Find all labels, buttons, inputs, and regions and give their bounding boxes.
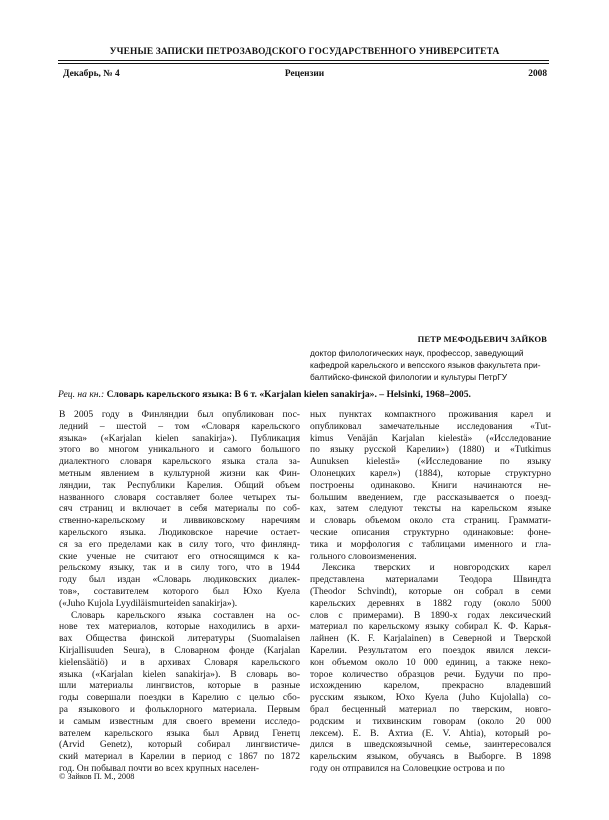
text-line: карельским языком, обучаясь в Выборге. В 1898 bbox=[310, 751, 551, 763]
section-label: Рецензии bbox=[284, 69, 325, 79]
journal-title: УЧЕНЫЕ ЗАПИСКИ ПЕТРОЗАВОДСКОГО ГОСУДАРСТВЕННОГО УНИВЕРСИТЕТА bbox=[109, 47, 500, 57]
text-line: торое количество образцов речи. Будучи по про- bbox=[310, 668, 551, 680]
text-line: и словарь объемом около ста страниц. Граммати- bbox=[310, 515, 551, 527]
text-line: карельского языка. Людиковское наречие остает- bbox=[59, 526, 300, 538]
text-line: ственно-карельскому и ливвиковскому наречиям bbox=[59, 515, 300, 527]
text-line: («Juho Kujola Lyydiläismurteiden sanakirja»). bbox=[59, 597, 238, 609]
text-line: слов с примерами). В 1890-х годах лексический bbox=[310, 609, 551, 621]
text-line: русским языком, Юхо Куела (Juho Kujolalla) со- bbox=[310, 692, 551, 704]
text-line: году был издан «Словарь людиковских диалек- bbox=[59, 574, 300, 586]
text-line: карельских деревнях в 1882 году (около 5000 bbox=[310, 597, 551, 609]
text-line: Лексика тверских и новгородских карел bbox=[322, 562, 551, 574]
text-line: кон объемом около 10 000 единиц, а также неко- bbox=[310, 656, 551, 668]
text-line: этого во многом уникального и самого большого bbox=[59, 444, 300, 456]
text-line: ский материал в Карелии в период с 1867 по 1872 bbox=[59, 751, 300, 763]
copyright-notice: © Зайков П. М., 2008 bbox=[59, 772, 135, 781]
text-line: брал бесценный материал по тверским, новго- bbox=[310, 703, 551, 715]
text-line: годы совершали поездки в Карелию с целью сбо- bbox=[59, 692, 300, 704]
text-line: ляндии, так Республики Карелия. Общий объем bbox=[59, 479, 300, 491]
text-line: представлена материалами Теодора Швиндта bbox=[310, 574, 551, 586]
text-line: kielensäätiö) и в архивах Словаря карельского bbox=[59, 656, 300, 668]
text-column-left bbox=[59, 409, 300, 775]
text-line: метным явлением в культурной жизни как Фин- bbox=[59, 467, 300, 479]
text-line: ках, затем следуют тексты на карельском языке bbox=[310, 503, 551, 515]
text-line: вах Общества финской литературы (Suomalaisen bbox=[59, 633, 300, 645]
review-heading bbox=[58, 389, 558, 400]
text-line: гольного словоизменения. bbox=[310, 550, 417, 562]
text-line: ра языкового и фольклорного материала. Первым bbox=[59, 703, 300, 715]
text-line: году он отправился на Соловецкие острова и по bbox=[310, 762, 505, 774]
text-line: Олонецких карел») (1884), которые структурно bbox=[310, 467, 551, 479]
author-affiliation bbox=[310, 347, 548, 384]
year-label: 2008 bbox=[528, 69, 547, 79]
text-line: ские ученые не считают его относящимся к ка- bbox=[59, 550, 300, 562]
text-line: Словарь карельского языка составлен на ос- bbox=[71, 609, 300, 621]
text-line: год. Он побывал почти во всех крупных населен- bbox=[59, 762, 260, 774]
text-line: сяч страниц и включает в себя материалы по соб- bbox=[59, 503, 300, 515]
text-line: В 2005 году в Финляндии был опубликован пос- bbox=[59, 409, 300, 420]
text-line: по языку русской Карелии») (1880) и «Tutkimus bbox=[310, 444, 551, 456]
text-line: материал по карельскому языку собирал К. Ф. Карья- bbox=[310, 621, 551, 633]
text-line: Карелии. Результатом его поездок явился лекси- bbox=[310, 644, 551, 656]
affiliation-line: доктор филологических наук, профессор, заведующий bbox=[310, 348, 524, 358]
review-label: Рец. на кн.: bbox=[58, 389, 105, 400]
text-line: (Arvid Genetz), который собирал лингвистиче- bbox=[59, 739, 300, 751]
text-line: нове тех материалов, которые находились в архи- bbox=[59, 621, 300, 633]
text-line: лексем). Е. В. Ахтиа (E. V. Ahtia), который ро- bbox=[310, 727, 551, 739]
text-line: диалектного словаря карельского языка стала за- bbox=[59, 456, 300, 468]
text-line: исхождению карелом, прекрасно владевший bbox=[310, 680, 551, 692]
text-line: тов», составителем которого был Юхо Куела bbox=[59, 585, 300, 597]
text-line: родским и тихвинским говорам (около 20 000 bbox=[310, 715, 551, 727]
text-line: лайнен (K. F. Karjalainen) в Северной и Тверской bbox=[310, 633, 551, 645]
review-title: Словарь карельского языка: В 6 т. «Karjalan kielen sanakirja». – Helsinki, 1968–2005. bbox=[106, 389, 471, 400]
affiliation-line: кафедрой карельского и вепсского языков факультета при- bbox=[310, 360, 541, 371]
text-line: (Theodor Schvindt), которые он собрал в семи bbox=[310, 585, 551, 597]
text-line: языка» («Karjalan kielen sanakirja»). Публикация bbox=[59, 432, 300, 444]
text-line: Kirjallisuuden Seura), в Словарном фонде (Karjalan bbox=[59, 644, 300, 656]
text-line: Aunuksen kielestä» («Исследование по языку bbox=[310, 456, 551, 468]
text-line: названного словаря составляет более четырех ты- bbox=[59, 491, 300, 503]
text-line: тика и морфология с таблицами именного и гла- bbox=[310, 538, 551, 550]
text-line: опубликовал замечательные исследования «Tut- bbox=[310, 420, 551, 432]
text-line: рельскому языку, так и в силу того, что в 1944 bbox=[59, 562, 300, 574]
text-line: языка («Karjalan kielen sanakirja»). В словарь во- bbox=[59, 668, 300, 680]
text-line: ных пунктах компактного проживания карел и bbox=[310, 409, 551, 420]
text-line: ся за его пределами как в силу того, что финлянд- bbox=[59, 538, 300, 550]
issue-label: Декабрь, № 4 bbox=[63, 69, 120, 79]
text-line: вателем карельского языка был Арвид Генетц bbox=[59, 727, 300, 739]
text-line: построены одинаково. Книги начинаются не- bbox=[310, 479, 551, 491]
author-name: ПЕТР МЕФОДЬЕВИЧ ЗАЙКОВ bbox=[417, 334, 547, 344]
text-column-right bbox=[310, 409, 551, 775]
text-line: kimus Venäjän Karjalan kielestä» («Исследование bbox=[310, 432, 551, 444]
header-rule-thin bbox=[58, 63, 549, 64]
text-line: и самым известным для своего времени исследо- bbox=[59, 715, 300, 727]
text-line: ледний – шестой – том «Словаря карельского bbox=[59, 420, 300, 432]
text-line: ческие описания структурно одинаковые: фоне- bbox=[310, 526, 551, 538]
text-line: дился в шведскоязычной семье, заинтересовался bbox=[310, 739, 551, 751]
header-rule-thick bbox=[58, 60, 549, 61]
text-line: шли материалы лингвистов, которые в разные bbox=[59, 680, 300, 692]
affiliation-line: балтийско-финской филологии и культуры ПетрГУ bbox=[310, 372, 508, 383]
text-line: большим введением, где рассказывается о поезд- bbox=[310, 491, 551, 503]
